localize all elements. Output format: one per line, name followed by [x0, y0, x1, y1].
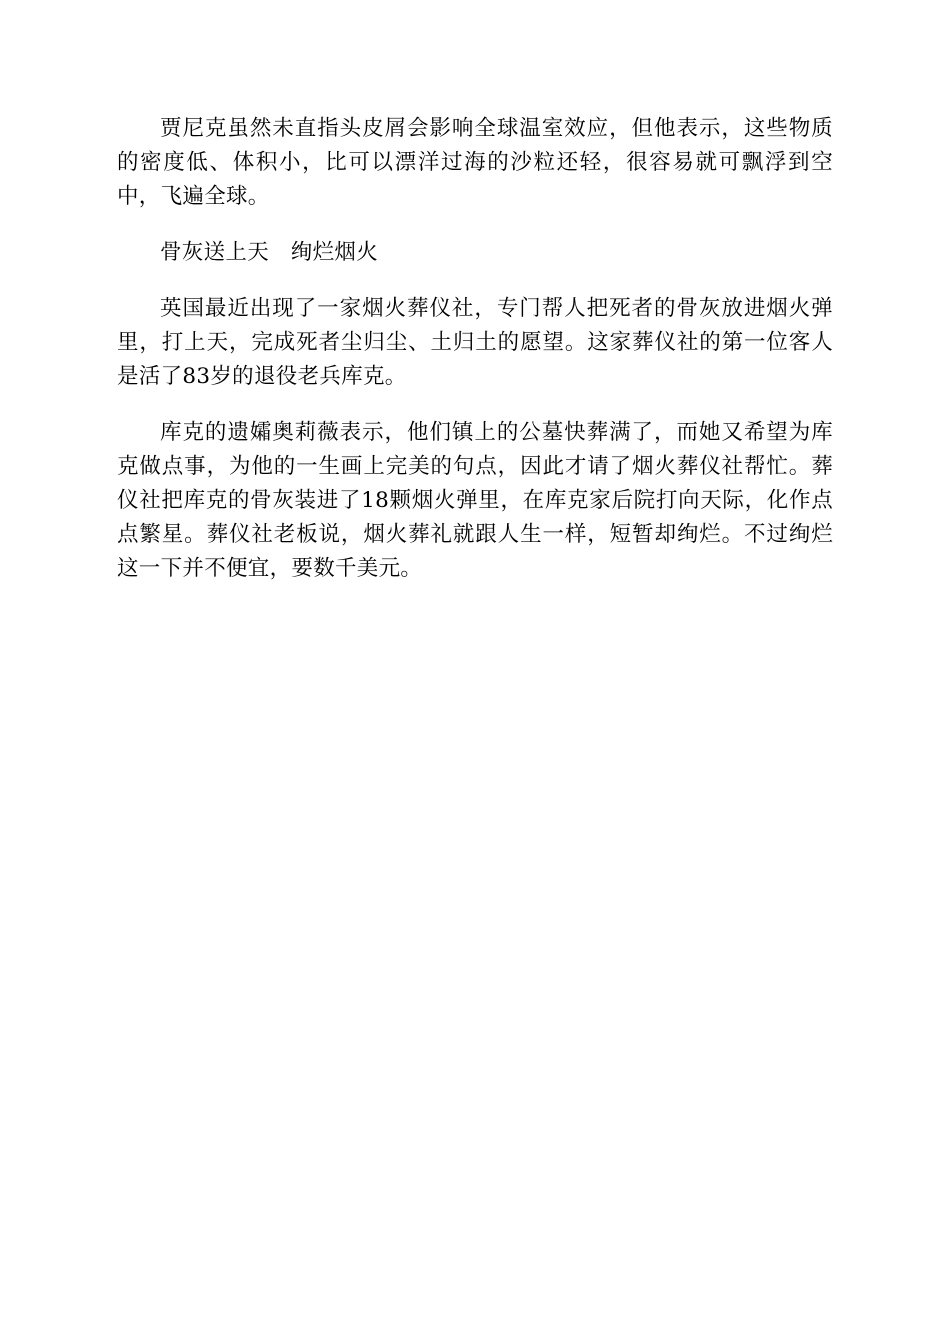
document-body	[117, 112, 833, 608]
paragraph-widow-statement: 库克的遗孀奥莉薇表示，他们镇上的公墓快葬满了，而她又希望为库克做点事，为他的一生画上完美的句点，因此才请了烟火葬仪社帮忙。葬仪社把库克的骨灰装进了18颗烟火弹里，在库克家后院打向天际，化作点点繁星。葬仪社老板说，烟火葬礼就跟人生一样，短暂却绚烂。不过绚烂这一下并不便宜，要数千美元。	[117, 420, 833, 581]
section-heading-fireworks: 骨灰送上天 绚烂烟火	[160, 240, 379, 265]
paragraph-fireworks-funeral: 英国最近出现了一家烟火葬仪社，专门帮人把死者的骨灰放进烟火弹里，打上天，完成死者尘归尘、土归土的愿望。这家葬仪社的第一位客人是活了83岁的退役老兵库克。	[117, 296, 833, 389]
paragraph-dandruff-effect: 贾尼克虽然未直指头皮屑会影响全球温室效应，但他表示，这些物质的密度低、体积小，比可以漂洋过海的沙粒还轻，很容易就可飘浮到空中，飞遍全球。	[117, 116, 833, 209]
